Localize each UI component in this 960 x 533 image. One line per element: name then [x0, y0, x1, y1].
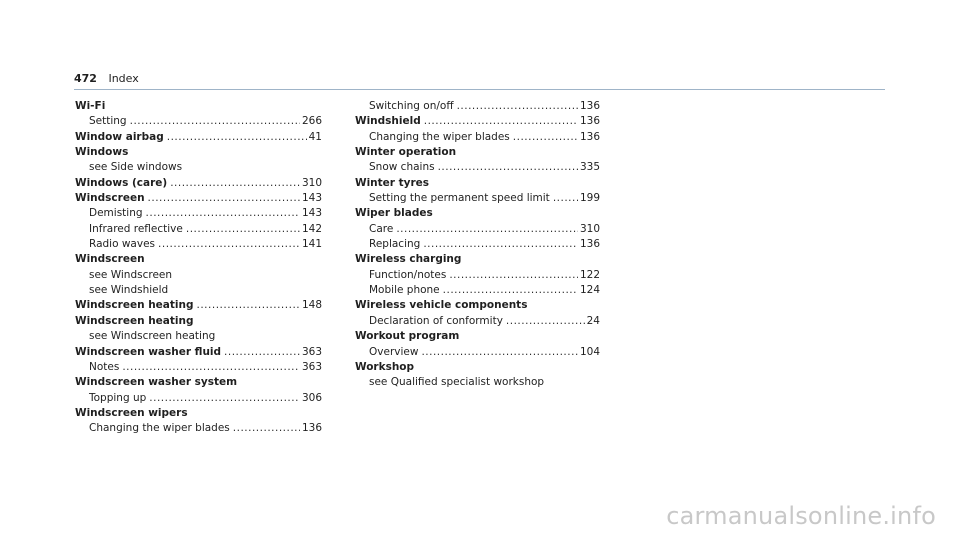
header-divider: [74, 89, 885, 90]
index-heading: [75, 252, 322, 267]
dot-leader: [122, 360, 300, 375]
index-entry: [75, 406, 322, 437]
heading-label: Windscreen heating: [75, 299, 194, 312]
index-subentry: [75, 329, 322, 344]
index-entry: [355, 114, 600, 145]
subentry-label: Demisting: [89, 207, 143, 220]
dot-leader: [197, 298, 300, 313]
index-subentry: [75, 360, 322, 375]
index-subentry: [355, 314, 600, 329]
index-column-left: [75, 99, 322, 437]
index-subentry: [355, 283, 600, 298]
page-reference: 310: [301, 176, 322, 189]
index-subentry: [75, 391, 322, 406]
heading-label: Workshop: [355, 360, 415, 373]
index-subentry: [355, 222, 600, 237]
dot-leader: [170, 176, 300, 191]
index-subentry: [75, 206, 322, 221]
heading-label: Winter tyres: [355, 176, 430, 189]
page-reference: 143: [301, 192, 322, 205]
dot-leader: [233, 421, 300, 436]
dot-leader: [421, 345, 578, 360]
index-heading: [75, 130, 322, 145]
subentry-label: Setting: [89, 115, 127, 128]
index-entry: [355, 206, 600, 252]
page-reference: 199: [579, 192, 600, 205]
heading-label: Winter operation: [355, 146, 457, 159]
heading-label: Windows: [75, 146, 129, 159]
page-reference: 41: [308, 130, 322, 143]
heading-label: Wiper blades: [355, 207, 433, 220]
subentry-label: see Windscreen: [89, 268, 173, 281]
index-subentry: [75, 160, 322, 175]
dot-leader: [396, 222, 578, 237]
dot-leader: [513, 130, 578, 145]
heading-label: Windscreen: [75, 192, 145, 205]
heading-label: Windscreen: [75, 253, 145, 266]
page-reference: 266: [301, 115, 322, 128]
index-entry: [355, 252, 600, 298]
index-entry: [75, 191, 322, 252]
dot-leader: [148, 191, 300, 206]
index-heading: [75, 314, 322, 329]
page-reference: 335: [579, 161, 600, 174]
index-subentry: [355, 160, 600, 175]
index-column-right: [355, 99, 600, 391]
subentry-label: Overview: [369, 345, 419, 358]
page-reference: 136: [579, 238, 600, 251]
subentry-label: Changing the wiper blades: [89, 422, 230, 435]
dot-leader: [438, 160, 578, 175]
heading-label: Workout program: [355, 330, 460, 343]
subentry-label: Infrared reflective: [89, 222, 183, 235]
page-reference: 136: [301, 422, 322, 435]
dot-leader: [449, 268, 578, 283]
index-entry: [355, 329, 600, 360]
dot-leader: [457, 99, 578, 114]
index-entry: [75, 99, 322, 130]
index-heading: [355, 252, 600, 267]
index-heading: [355, 329, 600, 344]
subentry-label: see Side windows: [89, 161, 183, 174]
dot-leader: [424, 114, 578, 129]
dot-leader: [149, 391, 300, 406]
heading-label: Wi-Fi: [75, 100, 106, 112]
index-subentry: [75, 268, 322, 283]
page-reference: 136: [579, 130, 600, 143]
index-subentry: [355, 191, 600, 206]
page-reference: 122: [579, 268, 600, 281]
subentry-label: Declaration of conformity: [369, 314, 503, 327]
index-heading: [75, 375, 322, 390]
subentry-label: Changing the wiper blades: [369, 130, 510, 143]
heading-label: Windshield: [355, 115, 421, 128]
dot-leader: [167, 130, 307, 145]
index-subentry: [355, 345, 600, 360]
index-subentry: [355, 375, 600, 390]
subentry-label: see Windscreen heating: [89, 330, 216, 343]
page-reference: 24: [586, 314, 600, 327]
page-reference: 142: [301, 222, 322, 235]
index-entry: [355, 176, 600, 207]
index-subentry: [355, 99, 600, 114]
subentry-label: Replacing: [369, 238, 421, 251]
subentry-label: Setting the permanent speed limit: [369, 192, 550, 205]
index-entry: [355, 360, 600, 391]
index-entry: [75, 176, 322, 191]
page-reference: 141: [301, 238, 322, 251]
index-heading: [75, 99, 322, 114]
index-subentry: [355, 130, 600, 145]
page-reference: 143: [301, 207, 322, 220]
page-reference: 363: [301, 345, 322, 358]
index-entry: [355, 298, 600, 329]
index-entry: [75, 375, 322, 406]
subentry-label: Care: [369, 222, 394, 235]
heading-label: Wireless charging: [355, 253, 462, 266]
page-reference: 306: [301, 391, 322, 404]
index-entry: [75, 252, 322, 298]
index-entry: [355, 99, 600, 114]
watermark: carmanualsonline.info: [666, 502, 936, 530]
heading-label: Windscreen wipers: [75, 406, 188, 419]
dot-leader: [146, 206, 300, 221]
page-reference: 148: [301, 299, 322, 312]
index-entry: [75, 145, 322, 176]
page-reference: 104: [579, 345, 600, 358]
page-reference: 363: [301, 360, 322, 373]
section-title: Index: [108, 72, 139, 85]
index-subentry: [75, 237, 322, 252]
page-header: [74, 72, 139, 86]
index-heading: [75, 406, 322, 421]
index-subentry: [75, 283, 322, 298]
index-entry: [75, 130, 322, 145]
index-subentry: [75, 421, 322, 436]
index-heading: [75, 298, 322, 313]
heading-label: Windows (care): [75, 176, 168, 189]
page-reference: 136: [579, 100, 600, 112]
index-entry: [355, 145, 600, 176]
index-heading: [355, 176, 600, 191]
index-heading: [355, 206, 600, 221]
subentry-label: Topping up: [89, 391, 147, 404]
index-heading: [75, 176, 322, 191]
heading-label: Windscreen washer fluid: [75, 345, 222, 358]
subentry-label: Mobile phone: [369, 284, 440, 297]
heading-label: Wireless vehicle components: [355, 299, 528, 312]
heading-label: Window airbag: [75, 130, 164, 143]
subentry-label: Notes: [89, 360, 120, 373]
index-subentry: [75, 222, 322, 237]
index-entry: [75, 314, 322, 345]
dot-leader: [130, 114, 300, 129]
dot-leader: [186, 222, 300, 237]
index-subentry: [355, 268, 600, 283]
dot-leader: [443, 283, 578, 298]
page-reference: 136: [579, 115, 600, 128]
heading-label: Windscreen heating: [75, 314, 194, 327]
dot-leader: [158, 237, 300, 252]
index-entry: [75, 345, 322, 376]
subentry-label: Snow chains: [369, 161, 435, 174]
dot-leader: [553, 191, 578, 206]
page-number: 472: [74, 72, 97, 85]
dot-leader: [423, 237, 578, 252]
page-reference: 124: [579, 284, 600, 297]
index-subentry: [75, 114, 322, 129]
index-subentry: [355, 237, 600, 252]
index-entry: [75, 298, 322, 313]
index-heading: [75, 145, 322, 160]
subentry-label: see Windshield: [89, 284, 169, 297]
page-reference: 310: [579, 222, 600, 235]
index-heading: [75, 345, 322, 360]
subentry-label: see Qualified specialist workshop: [369, 376, 545, 389]
index-heading: [355, 298, 600, 313]
subentry-label: Radio waves: [89, 238, 156, 251]
index-heading: [355, 145, 600, 160]
dot-leader: [224, 345, 300, 360]
index-heading: [355, 114, 600, 129]
dot-leader: [506, 314, 585, 329]
heading-label: Windscreen washer system: [75, 376, 238, 389]
index-heading: [75, 191, 322, 206]
index-heading: [355, 360, 600, 375]
subentry-label: Function/notes: [369, 268, 447, 281]
subentry-label: Switching on/off: [369, 100, 454, 112]
